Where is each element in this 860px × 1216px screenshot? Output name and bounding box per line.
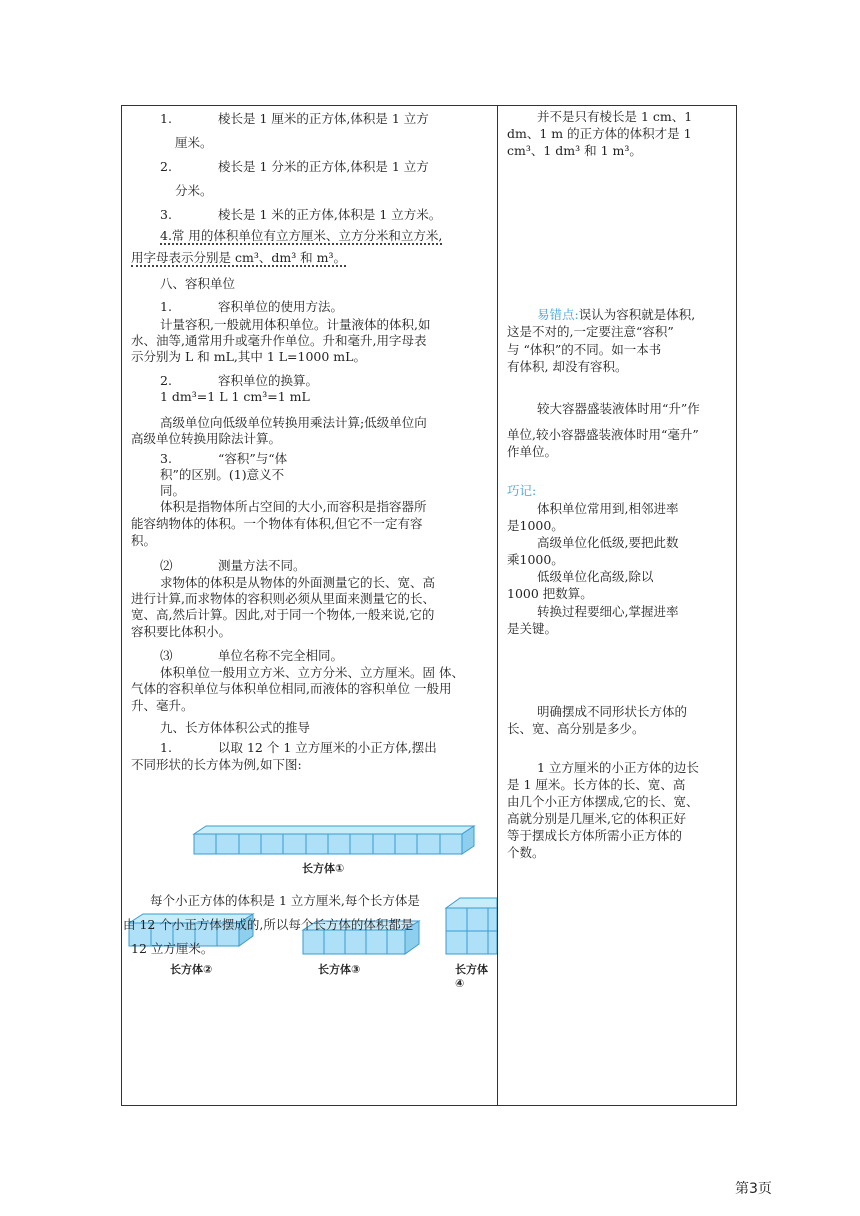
s8-item-3-2-d: 容积要比体积小。 — [131, 624, 232, 639]
tip-c: 高级单位化低级,要把此数 — [537, 535, 679, 550]
right-note-3-a: 明确摆成不同形状长方体的 — [537, 704, 688, 719]
s8-item-2-text-a: 高级单位向低级单位转换用乘法计算;低级单位向 — [160, 415, 427, 430]
s8-item-3-b: 积”的区别。(1)意义不 — [160, 467, 285, 482]
cuboid-4-label: 长方体④ — [455, 963, 488, 990]
mistake-note-c: 与 “体积”的不同。如一本书 — [507, 342, 662, 357]
s8-item-1-text-c: 示分别为 L 和 mL,其中 1 L=1000 mL。 — [131, 349, 366, 364]
s9-item-1-b: 不同形状的长方体为例,如下图: — [131, 757, 302, 772]
s8-item-3-3-b: 气体的容积单位与体积单位相同,而液体的容积单位 一般用 — [131, 681, 452, 696]
point-1-cont: 厘米。 — [175, 135, 213, 150]
mistake-note-b: 这是不对的,一定要注意“容积” — [507, 324, 674, 339]
mistake-note: 易错点:误认为容积就是体积, — [537, 307, 696, 322]
section-9-heading: 九、长方体体积公式的推导 — [160, 720, 311, 735]
tip-a: 体积单位常用到,相邻进率 — [537, 501, 679, 516]
tip-e: 低级单位化高级,除以 — [537, 569, 654, 584]
right-note-2-c: 作单位。 — [507, 444, 558, 459]
tip-h: 是关键。 — [507, 621, 558, 636]
s8-item-3-2-b: 进行计算,而求物体的容积则必须从里面来测量它的长、 — [131, 591, 435, 606]
tip-f: 1000 把数算。 — [507, 586, 593, 601]
right-note-4-f: 个数。 — [507, 845, 545, 860]
tip-label: 巧记: — [507, 483, 537, 498]
mistake-note-d: 有体积, 却没有容积。 — [507, 359, 628, 374]
right-note-4-d: 高就分别是几厘米,它的体积正好 — [507, 811, 686, 826]
right-note-1-c: cm³、1 dm³ 和 1 m³。 — [507, 143, 642, 158]
tip-g: 转换过程要细心,掌握进率 — [537, 604, 679, 619]
right-note-2-a: 较大容器盛装液体时用“升”作 — [537, 401, 700, 416]
cuboid-1-label: 长方体① — [302, 862, 345, 875]
right-note-4-b: 是 1 厘米。长方体的长、宽、高 — [507, 777, 686, 792]
page-number: 第3页 — [735, 1181, 772, 1197]
s8-item-3-c: 同。 — [160, 483, 186, 498]
s8-item-3-3: ⑶ 单位名称不完全相同。 — [160, 648, 344, 663]
right-note-3-b: 长、宽、高分别是多少。 — [507, 721, 645, 736]
s8-item-1-text-b: 水、油等,通常用升或毫升作单位。升和毫升,用字母表 — [131, 333, 427, 348]
cuboid-1 — [194, 826, 474, 854]
s9-note-b: 由 12 个小正方体摆成的,所以每个长方体的体积都是 — [123, 917, 414, 932]
s8-item-3-d: 体积是指物体所占空间的大小,而容积是指容器所 — [160, 499, 427, 514]
s9-note-c: 12 立方厘米。 — [131, 941, 214, 956]
point-4-cont: 用字母表示分别是 cm³、dm³ 和 m³。 — [131, 250, 347, 265]
right-note-2-b: 单位,较小容器盛装液体时用“毫升” — [507, 427, 699, 442]
right-note-1-b: dm、1 m 的正方体的体积才是 1 — [507, 126, 692, 141]
point-1: 1. 棱长是 1 厘米的正方体,体积是 1 立方 — [160, 111, 429, 126]
s8-item-3-3-c: 升、毫升。 — [131, 698, 194, 713]
right-note-4-e: 等于摆成长方体所需小正方体的 — [507, 828, 683, 843]
s9-item-1: 1. 以取 12 个 1 立方厘米的小正方体,摆出 — [160, 740, 437, 755]
s8-item-3-2-c: 宽、高,然后计算。因此,对于同一个物体,一般来说,它的 — [131, 607, 435, 622]
cuboid-3-label: 长方体③ — [318, 963, 361, 976]
point-2: 2. 棱长是 1 分米的正方体,体积是 1 立方 — [160, 159, 429, 174]
s8-item-3-e: 能容纳物体的体积。一个物体有体积,但它不一定有容 — [131, 516, 423, 531]
column-divider — [497, 105, 498, 1106]
s8-item-3-2-a: 求物体的体积是从物体的外面测量它的长、宽、高 — [160, 575, 436, 590]
s8-item-3-f: 积。 — [131, 533, 157, 548]
tip-b: 是1000。 — [507, 518, 564, 533]
right-note-4-c: 由几个小正方体摆成,它的长、宽、 — [507, 794, 699, 809]
cuboid-4 — [446, 898, 497, 954]
s8-item-3-3-a: 体积单位一般用立方米、立方分米、立方厘米。固 体、 — [160, 665, 464, 680]
s8-item-2: 2. 容积单位的换算。 — [160, 373, 319, 388]
point-2-cont: 分米。 — [175, 183, 213, 198]
right-note-4-a: 1 立方厘米的小正方体的边长 — [537, 760, 699, 775]
s8-item-2-text-b: 高级单位转换用除法计算。 — [131, 431, 282, 446]
s8-item-3: 3. “容积”与“体 — [160, 451, 288, 466]
s8-item-1-text-a: 计量容积,一般就用体积单位。计量液体的体积,如 — [160, 317, 431, 332]
s8-item-3-2: ⑵ 测量方法不同。 — [160, 558, 306, 573]
point-4: 4.常 用的体积单位有立方厘米、立方分米和立方米, — [160, 228, 443, 243]
s8-item-1: 1. 容积单位的使用方法。 — [160, 299, 344, 314]
section-8-heading: 八、容积单位 — [160, 276, 236, 291]
s8-formula: 1 dm³=1 L 1 cm³=1 mL — [160, 389, 310, 404]
right-note-1-a: 并不是只有棱长是 1 cm、1 — [537, 109, 693, 124]
mistake-label: 易错点: — [537, 307, 579, 322]
point-3: 3. 棱长是 1 米的正方体,体积是 1 立方米。 — [160, 207, 442, 222]
cuboid-2-label: 长方体② — [170, 963, 213, 976]
tip-d: 乘1000。 — [507, 552, 564, 567]
s9-note-a: 每个小正方体的体积是 1 立方厘米,每个长方体是 — [150, 893, 420, 908]
